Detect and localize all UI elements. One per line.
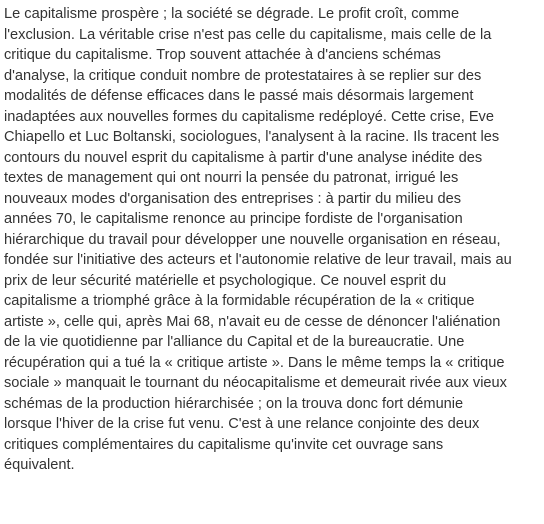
paragraph-line: Chiapello et Luc Boltanski, sociologues, l'analysent à la racine. Ils tracent les bbox=[4, 129, 500, 145]
paragraph-line: de la vie quotidienne par l'alliance du Capital et de la bureaucratie. Une bbox=[4, 334, 465, 350]
paragraph-line: Le capitalisme prospère ; la société se dégrade. Le profit croît, comme bbox=[4, 6, 460, 22]
paragraph-line: fondée sur l'initiative des acteurs et l'autonomie relative de leur travail, mais au bbox=[4, 252, 512, 268]
paragraph-line: modalités de défense efficaces dans le passé mais désormais largement bbox=[4, 88, 474, 104]
paragraph-line: prix de leur sécurité matérielle et psychologique. Ce nouvel esprit du bbox=[4, 272, 447, 289]
paragraph-line: textes de management qui ont nourri la pensée du patronat, irrigué les bbox=[4, 170, 459, 186]
paragraph-line: sociale » manquait le tournant du néocapitalisme et demeurait rivée aux vieux bbox=[4, 375, 507, 391]
paragraph-line: récupération qui a tué la « critique artiste ». Dans le même temps la « critique bbox=[4, 354, 505, 371]
paragraph-line: hiérarchique du travail pour développer une nouvelle organisation en réseau, bbox=[4, 231, 501, 248]
paragraph-line: artiste », celle qui, après Mai 68, n'avait eu de cesse de dénoncer l'aliénation bbox=[4, 313, 501, 330]
paragraph-line: années 70, le capitalisme renonce au principe fordiste de l'organisation bbox=[4, 211, 463, 227]
paragraph-line: nouveaux modes d'organisation des entreprises : à partir du milieu des bbox=[4, 190, 462, 207]
paragraph-line: équivalent. bbox=[4, 457, 75, 473]
description-paragraph bbox=[4, 4, 540, 476]
paragraph-line: contours du nouvel esprit du capitalisme à partir d'une analyse inédite des bbox=[4, 149, 483, 166]
paragraph-line: l'exclusion. La véritable crise n'est pas celle du capitalisme, mais celle de la bbox=[4, 26, 492, 43]
paragraph-line: capitalisme a triomphé grâce à la formidable récupération de la « critique bbox=[4, 293, 475, 309]
paragraph-line: d'analyse, la critique conduit nombre de protestataires à se replier sur des bbox=[4, 67, 482, 84]
paragraph-line: critiques complémentaires du capitalisme qu'invite cet ouvrage sans bbox=[4, 436, 444, 453]
paragraph-line: lorsque l'hiver de la crise fut venu. C'est à une relance conjointe des deux bbox=[4, 416, 480, 432]
paragraph-line: schémas de la production hiérarchisée ; on la trouva donc fort démunie bbox=[4, 395, 464, 412]
paragraph-line: inadaptées aux nouvelles formes du capitalisme redéployé. Cette crise, Eve bbox=[4, 108, 494, 125]
paragraph-line: critique du capitalisme. Trop souvent attachée à d'anciens schémas bbox=[4, 47, 441, 63]
